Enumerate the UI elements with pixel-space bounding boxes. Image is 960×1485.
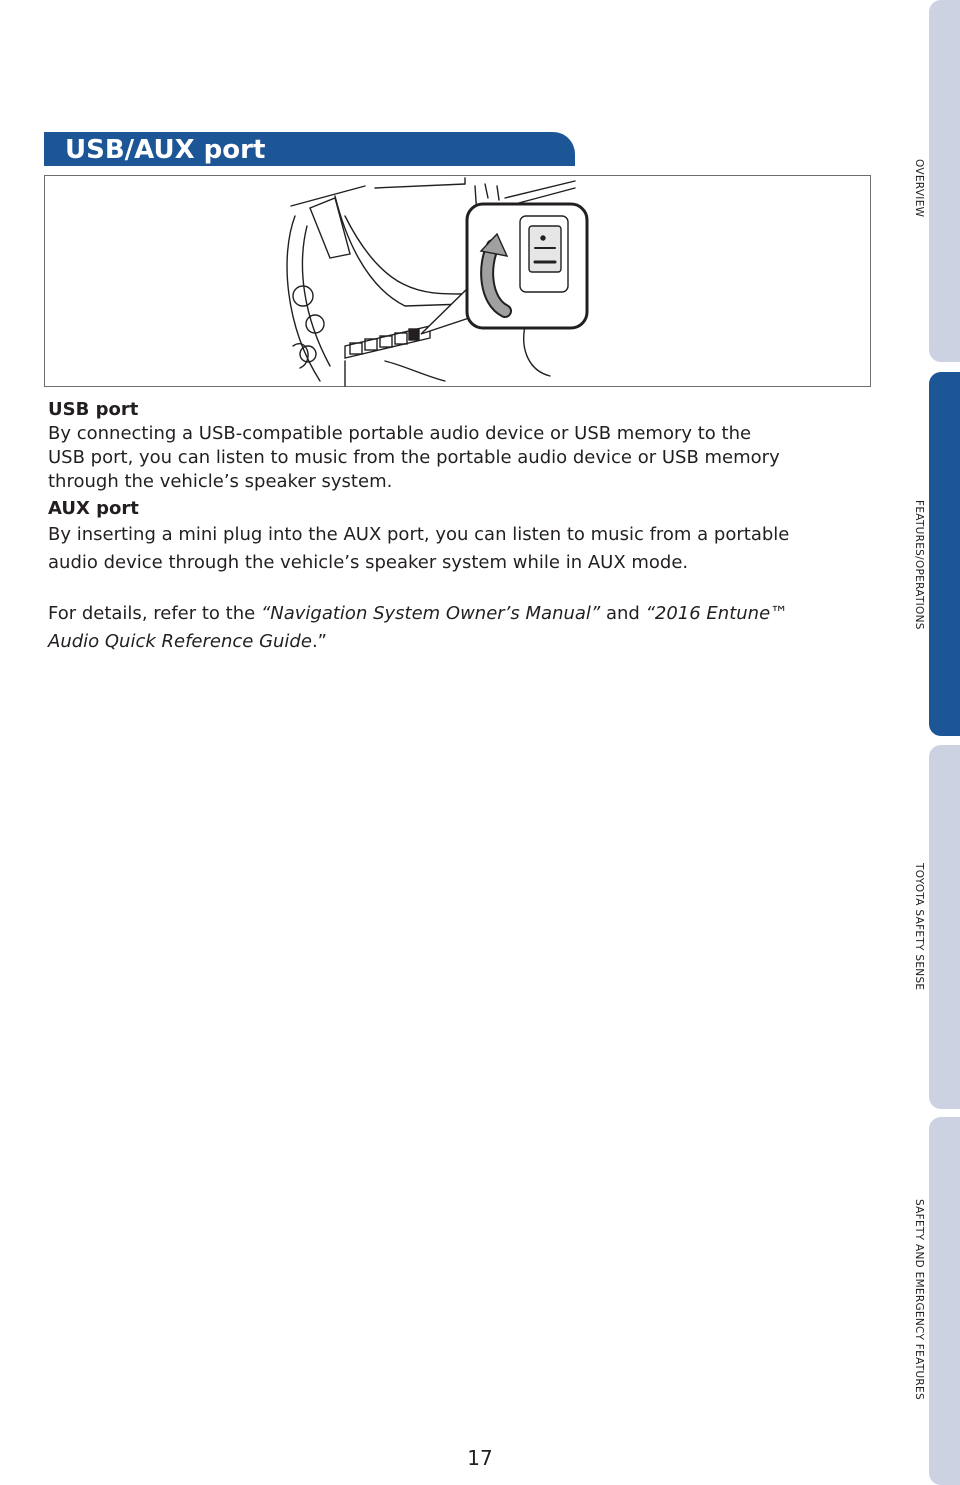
reference-guide-title-part1: “2016 Entune™ xyxy=(645,603,789,624)
side-tab-features-operations[interactable] xyxy=(929,372,960,736)
reference-manual-title: “Navigation System Owner’s Manual” xyxy=(260,603,601,624)
reference-and: and xyxy=(600,603,646,624)
section-header xyxy=(44,132,575,166)
usb-aux-illustration xyxy=(44,175,871,387)
side-tab-overview[interactable] xyxy=(929,0,960,362)
reference-line-2 xyxy=(48,628,878,656)
aux-line-2: audio device through the vehicle’s speaker system while in AUX mode. xyxy=(48,552,689,573)
side-tab-safety-emergency[interactable] xyxy=(929,1117,960,1485)
reference-line-1 xyxy=(48,600,878,628)
tab-label-features-operations: FEATURES/OPERATIONS xyxy=(913,500,925,630)
aux-description xyxy=(48,521,868,577)
section-title: USB/AUX port xyxy=(65,135,266,165)
usb-heading: USB port xyxy=(48,399,139,420)
aux-line-1: By inserting a mini plug into the AUX port, you can listen to music from a portable xyxy=(48,524,790,545)
usb-description xyxy=(48,422,868,494)
usb-line-3: through the vehicle’s speaker system. xyxy=(48,471,393,492)
aux-heading: AUX port xyxy=(48,498,139,519)
side-tab-toyota-safety-sense[interactable] xyxy=(929,745,960,1109)
reference-note xyxy=(48,600,878,656)
tab-label-overview: OVERVIEW xyxy=(913,158,925,218)
tab-label-safety-emergency: SAFETY AND EMERGENCY FEATURES xyxy=(913,1198,925,1400)
reference-suffix: .” xyxy=(311,631,327,652)
tab-label-toyota-safety-sense: TOYOTA SAFETY SENSE xyxy=(913,863,925,991)
page-number: 17 xyxy=(467,1446,493,1470)
dashboard-line-drawing xyxy=(45,176,872,388)
usb-line-2: USB port, you can listen to music from the portable audio device or USB memory xyxy=(48,447,780,468)
reference-guide-title-part2: Audio Quick Reference Guide xyxy=(48,631,312,652)
usb-line-1: By connecting a USB-compatible portable audio device or USB memory to the xyxy=(48,423,752,444)
reference-prefix: For details, refer to the xyxy=(48,603,261,624)
